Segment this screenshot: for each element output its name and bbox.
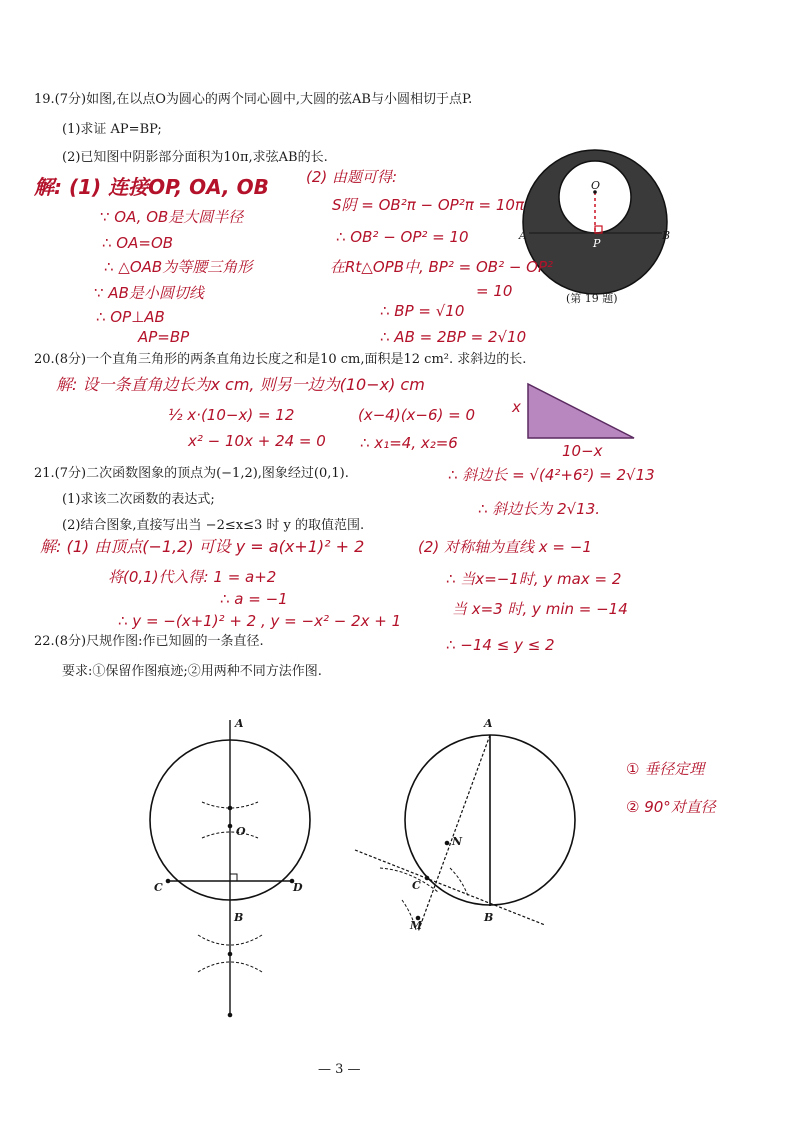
- q20-triangle: [526, 382, 638, 440]
- q21-hw-l4: ∴ y = −(x+1)² + 2 , y = −x² − 2x + 1: [118, 612, 402, 630]
- q22-figure1: [140, 710, 330, 1030]
- q22-fig2-label-n: N: [452, 835, 463, 848]
- q19-part2: (2)已知图中阴影部分面积为10π,求弦AB的长.: [62, 150, 328, 165]
- q19-hw-s1-line7: AP=BP: [138, 328, 190, 346]
- q19-hw-s2-line3: ∴ OB² − OP² = 10: [336, 228, 469, 246]
- q21-part1: (1)求该二次函数的表达式;: [62, 492, 215, 507]
- q20-hw-l3: x² − 10x + 24 = 0: [188, 432, 326, 450]
- q20-hw-l6: ∴ 斜边长 = √(4²+6²) = 2√13: [448, 466, 655, 484]
- page-number: — 3 —: [318, 1062, 361, 1077]
- q21-hw-l1: 解: (1) 由顶点(−1,2) 可设 y = a(x+1)² + 2: [40, 537, 365, 556]
- q19-label-o: O: [591, 179, 601, 192]
- q19-label-p: P: [593, 237, 601, 250]
- q19-hw-s1-line5: ∵ AB是小圆切线: [94, 284, 204, 302]
- q21-hw-r4: ∴ −14 ≤ y ≤ 2: [446, 636, 555, 654]
- q20-stem: 20.(8分)一个直角三角形的两条直角边长度之和是10 cm,面积是12 cm². 求斜边的长.: [34, 352, 527, 367]
- q20-hw-tri-x: x: [512, 398, 521, 416]
- q21-stem: 21.(7分)二次函数图象的顶点为(−1,2),图象经过(0,1).: [34, 466, 349, 481]
- q22-requirement: 要求:①保留作图痕迹;②用两种不同方法作图.: [62, 664, 322, 679]
- q19-hw-s2-line7: ∴ AB = 2BP = 2√10: [380, 328, 527, 346]
- q19-label-b: B: [662, 229, 671, 242]
- q21-hw-r3: 当 x=3 时, y min = −14: [452, 600, 628, 618]
- q22-fig2-label-m: M: [410, 919, 423, 932]
- q21-hw-l3: ∴ a = −1: [220, 590, 288, 608]
- q20-hw-l2: ½ x·(10−x) = 12: [168, 406, 295, 424]
- q21-hw-l2: 将(0,1)代入得: 1 = a+2: [108, 568, 277, 586]
- q19-hw-s1-line4: ∴ △OAB为等腰三角形: [104, 258, 253, 276]
- q22-figure2: [350, 710, 550, 940]
- q22-fig1-label-b: B: [234, 911, 244, 924]
- q22-stem: 22.(8分)尺规作图:作已知圆的一条直径.: [34, 634, 264, 649]
- q19-hw-s2-line1: (2) 由题可得:: [306, 168, 398, 186]
- q19-hw-s2-line2: S阴 = OB²π − OP²π = 10π: [332, 196, 524, 214]
- q19-hw-s1-line1: 解: (1) 连接OP, OA, OB: [34, 175, 269, 199]
- q19-hw-s2-line4: 在Rt△OPB中, BP² = OB² − OP²: [330, 258, 554, 276]
- q19-part1: (1)求证 AP=BP;: [62, 122, 162, 137]
- q22-fig1-label-a: A: [235, 717, 244, 730]
- q19-hw-s1-line6: ∴ OP⊥AB: [96, 308, 165, 326]
- q20-hw-tri-base: 10−x: [562, 442, 603, 460]
- q22-hw-m1: ① 垂径定理: [626, 760, 705, 778]
- q19-hw-s1-line2: ∵ OA, OB是大圆半径: [100, 208, 244, 226]
- q21-part2: (2)结合图象,直接写出当 −2≤x≤3 时 y 的取值范围.: [62, 518, 365, 533]
- q22-fig2-label-c: C: [412, 879, 421, 892]
- q20-hw-l7: ∴ 斜边长为 2√13.: [478, 500, 601, 518]
- q21-hw-r2: ∴ 当x=−1时, y max = 2: [446, 570, 622, 588]
- q19-hw-s1-line3: ∴ OA=OB: [102, 234, 174, 252]
- q21-hw-r1: (2) 对称轴为直线 x = −1: [418, 538, 592, 556]
- q20-hw-l5: ∴ x₁=4, x₂=6: [360, 434, 458, 452]
- q22-fig2-label-b: B: [484, 911, 494, 924]
- q22-fig1-label-d: D: [293, 881, 303, 894]
- q19-stem: 19.(7分)如图,在以点O为圆心的两个同心圆中,大圆的弦AB与小圆相切于点P.: [34, 92, 473, 107]
- q20-hw-l1: 解: 设一条直角边长为x cm, 则另一边为(10−x) cm: [56, 375, 425, 394]
- q22-hw-m2: ② 90°对直径: [626, 798, 716, 816]
- q22-fig2-label-a: A: [484, 717, 493, 730]
- q20-hw-l4: (x−4)(x−6) = 0: [358, 406, 476, 424]
- q22-fig1-label-o: O: [236, 825, 246, 838]
- q22-fig1-label-c: C: [154, 881, 163, 894]
- q19-label-a: A: [519, 229, 527, 242]
- q19-hw-s2-line6: ∴ BP = √10: [380, 302, 465, 320]
- q19-hw-s2-line5: = 10: [476, 282, 513, 300]
- q19-caption: (第 19 题): [566, 292, 618, 305]
